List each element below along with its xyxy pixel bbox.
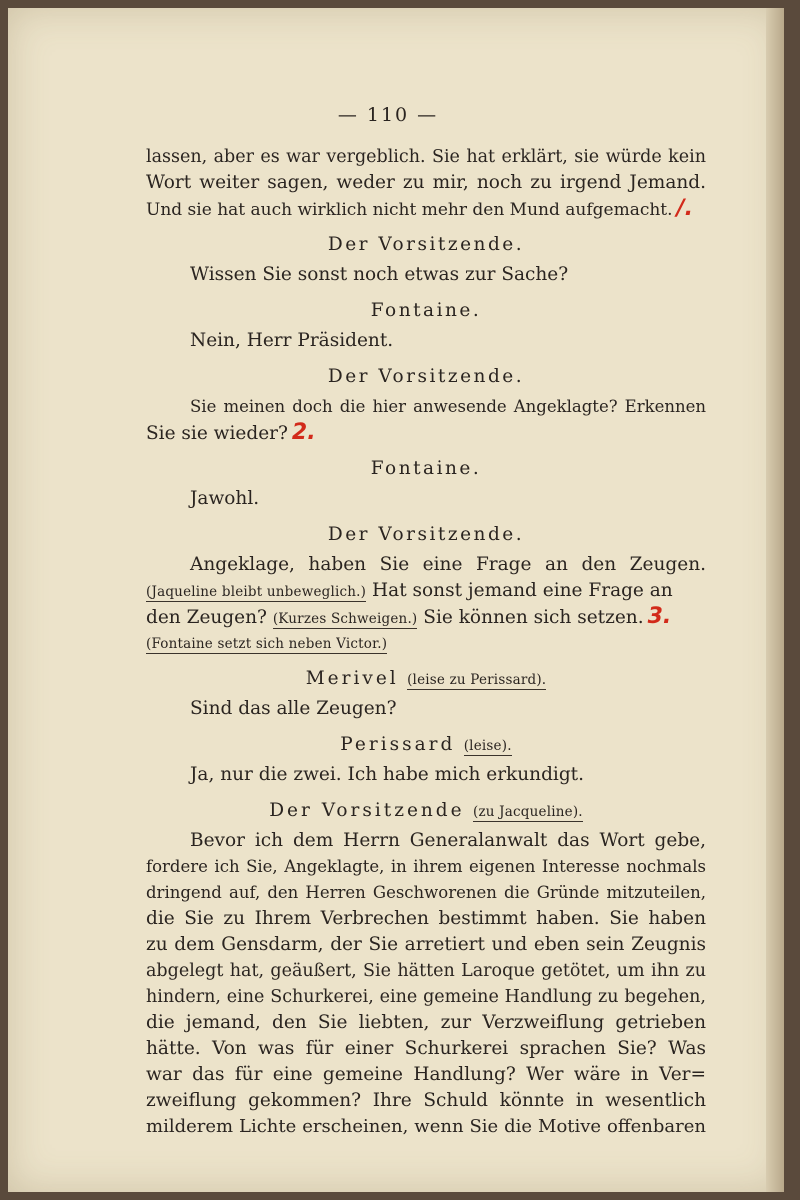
red-annotation-mark: /.	[676, 196, 693, 221]
text-line: milderem Lichte erscheinen, wenn Sie die Motive offenbaren	[146, 1116, 706, 1137]
text-line	[146, 578, 706, 604]
stage-direction: (zu Jacqueline).	[473, 804, 583, 820]
text-line: Wort weiter sagen, weder zu mir, noch zu irgend Jemand.	[146, 172, 706, 193]
speaker-name: Perissard	[340, 734, 456, 755]
text-line: fordere ich Sie, Angeklagte, in ihrem eigenen Interesse nochmals	[146, 857, 706, 876]
text-line: hindern, eine Schurkerei, eine gemeine Handlung zu begehen,	[146, 987, 706, 1007]
page-number: — 110 —	[337, 104, 439, 126]
stage-direction: (Fontaine setzt sich neben Victor.)	[146, 636, 388, 652]
speaker-name: Merivel	[305, 668, 399, 689]
text-line-content: den Zeugen?	[146, 607, 267, 628]
text-line	[146, 604, 706, 630]
text-line-content: Und sie hat auch wirklich nicht mehr den Mund aufgemacht.	[146, 200, 673, 220]
speaker-heading: Der Vorsitzende.	[327, 234, 525, 255]
text-line: dringend auf, den Herren Geschworenen die Gründe mitzuteilen,	[146, 883, 706, 902]
speaker-heading: Der Vorsitzende.	[327, 524, 525, 545]
red-annotation-mark: 2.	[291, 420, 316, 445]
stage-direction: (leise zu Perissard).	[407, 672, 547, 688]
text-line: Wissen Sie sonst noch etwas zur Sache?	[190, 264, 569, 285]
speaker-name: Der Vorsitzende	[269, 800, 465, 821]
text-line: zweiflung gekommen? Ihre Schuld könnte in wesentlich	[146, 1090, 706, 1111]
speaker-heading	[146, 732, 706, 758]
text-line-content: Sie können sich setzen.	[423, 607, 644, 628]
text-line-content: Hat sonst jemand eine Frage an	[372, 580, 673, 601]
text-line: Sie meinen doch die hier anwesende Angeklagte? Erkennen	[190, 397, 706, 416]
red-annotation-mark: 3.	[647, 604, 672, 629]
text-line: Jawohl.	[190, 488, 260, 509]
text-line: zu dem Gensdarm, der Sie arretiert und eben sein Zeugnis	[146, 934, 706, 955]
text-line: Sind das alle Zeugen?	[190, 698, 397, 719]
text-line: die Sie zu Ihrem Verbrechen bestimmt haben. Sie haben	[146, 908, 706, 929]
page-content	[146, 144, 706, 1140]
text-line	[146, 420, 706, 446]
page-edge	[766, 8, 784, 1192]
text-line: lassen, aber es war vergeblich. Sie hat erklärt, sie würde kein	[146, 147, 706, 167]
text-line-content: Sie sie wieder?	[146, 423, 288, 444]
text-line: Nein, Herr Präsident.	[190, 330, 394, 351]
text-line: war das für eine gemeine Handlung? Wer wäre in Ver=	[146, 1064, 706, 1085]
text-line	[146, 196, 706, 222]
speaker-heading	[146, 798, 706, 824]
text-line: abgelegt hat, geäußert, Sie hätten Laroque getötet, um ihn zu	[146, 961, 706, 981]
book-page	[8, 8, 784, 1192]
text-line: Ja, nur die zwei. Ich habe mich erkundigt.	[190, 764, 585, 785]
text-line	[146, 630, 706, 656]
speaker-heading	[146, 666, 706, 692]
text-line: Bevor ich dem Herrn Generalanwalt das Wort gebe,	[190, 830, 706, 851]
stage-direction: (Kurzes Schweigen.)	[272, 611, 418, 627]
stage-direction: (leise).	[463, 738, 512, 754]
speaker-heading: Fontaine.	[370, 458, 482, 479]
text-line: Angeklage, haben Sie eine Frage an den Zeugen.	[190, 554, 706, 575]
stage-direction: (Jaqueline bleibt unbeweglich.)	[146, 584, 367, 600]
speaker-heading: Der Vorsitzende.	[327, 366, 525, 387]
speaker-heading: Fontaine.	[370, 300, 482, 321]
text-line: die jemand, den Sie liebten, zur Verzweiflung getrieben	[146, 1012, 706, 1033]
text-line: hätte. Von was für einer Schurkerei sprachen Sie? Was	[146, 1038, 706, 1059]
